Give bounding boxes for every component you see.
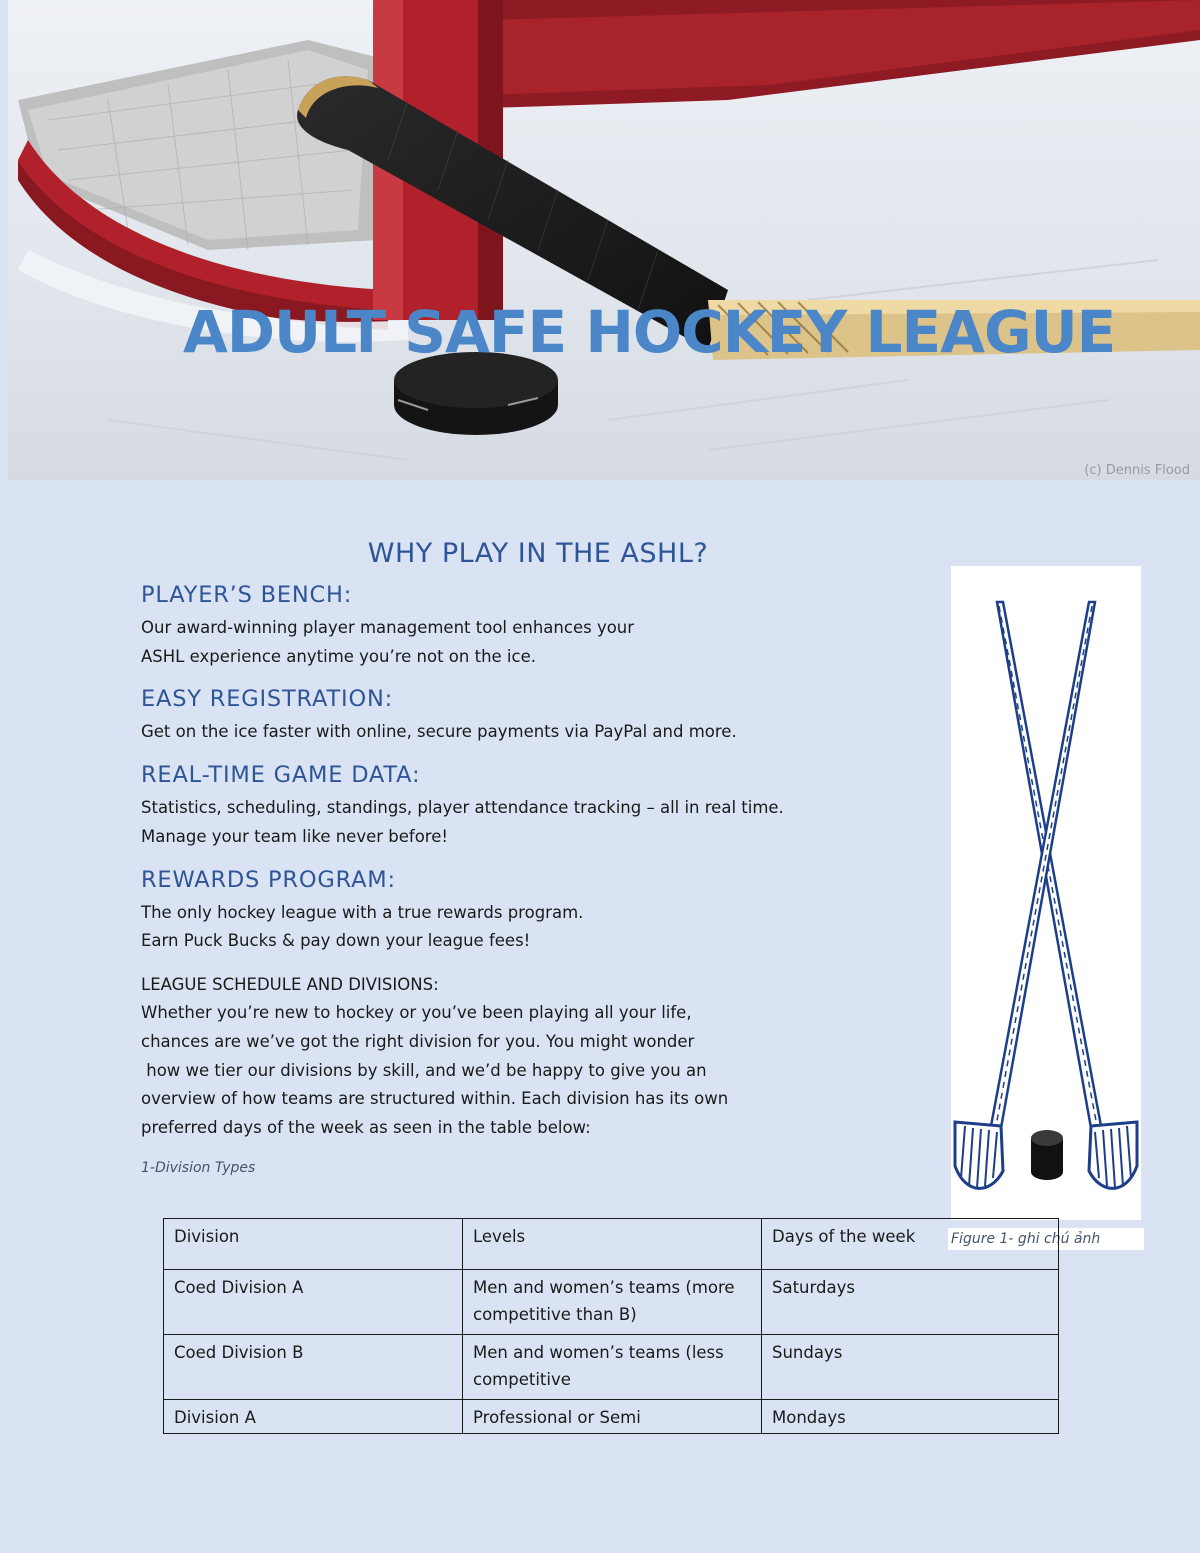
body-line: The only hockey league with a true rewards program. bbox=[141, 903, 584, 922]
table-header-cell: Division bbox=[164, 1219, 463, 1270]
table-header-cell: Days of the week bbox=[762, 1219, 1059, 1270]
table-caption: 1-Division Types bbox=[141, 1160, 256, 1176]
body-line: Manage your team like never before! bbox=[141, 827, 448, 846]
table-cell: Coed Division B bbox=[164, 1335, 463, 1400]
body-line: chances are we’ve got the right division for you. You might wonder bbox=[141, 1032, 695, 1051]
table-header-cell: Levels bbox=[463, 1219, 762, 1270]
table-cell: Professional or Semi bbox=[463, 1400, 762, 1434]
figure-caption: Figure 1- ghi chú ảnh bbox=[948, 1228, 1144, 1250]
body-line: Statistics, scheduling, standings, player attendance tracking – all in real time. bbox=[141, 798, 784, 817]
table-cell: Mondays bbox=[762, 1400, 1059, 1434]
section-title-easy-registration: EASY REGISTRATION: bbox=[141, 686, 394, 712]
hero-title: ADULT SAFE HOCKEY LEAGUE bbox=[183, 298, 1116, 366]
section-title-real-time-game-data: REAL-TIME GAME DATA: bbox=[141, 762, 421, 788]
body-line: preferred days of the week as seen in the table below: bbox=[141, 1118, 591, 1137]
hockey-net-stick-puck-photo bbox=[8, 0, 1200, 480]
table-cell: Coed Division A bbox=[164, 1270, 463, 1335]
table-cell: Division A bbox=[164, 1400, 463, 1434]
section-title-rewards-program: REWARDS PROGRAM: bbox=[141, 867, 396, 893]
table-row bbox=[164, 1270, 1059, 1335]
division-table bbox=[163, 1218, 1059, 1434]
photo-credit: (c) Dennis Flood bbox=[1084, 463, 1190, 478]
table-row bbox=[164, 1335, 1059, 1400]
hero-banner bbox=[8, 0, 1200, 480]
table-cell: Sundays bbox=[762, 1335, 1059, 1400]
table-header-row bbox=[164, 1219, 1059, 1270]
section-title-league-schedule: LEAGUE SCHEDULE AND DIVISIONS: bbox=[141, 975, 439, 994]
body-line: Earn Puck Bucks & pay down your league fees! bbox=[141, 931, 531, 950]
crossed-hockey-sticks-icon bbox=[951, 566, 1141, 1220]
main-heading: WHY PLAY IN THE ASHL? bbox=[367, 538, 709, 569]
table-row bbox=[164, 1400, 1059, 1434]
crossed-sticks-image bbox=[951, 566, 1141, 1220]
body-line: ASHL experience anytime you’re not on the ice. bbox=[141, 647, 536, 666]
body-line: how we tier our divisions by skill, and we’d be happy to give you an bbox=[141, 1061, 707, 1080]
section-title-players-bench: PLAYER’S BENCH: bbox=[141, 582, 353, 608]
body-line: Our award-winning player management tool enhances your bbox=[141, 618, 635, 637]
table-cell: Saturdays bbox=[762, 1270, 1059, 1335]
body-line: overview of how teams are structured within. Each division has its own bbox=[141, 1089, 729, 1108]
body-line: Get on the ice faster with online, secure payments via PayPal and more. bbox=[141, 722, 737, 741]
table-cell: Men and women’s teams (more competitive than B) bbox=[463, 1270, 762, 1335]
body-line: Whether you’re new to hockey or you’ve been playing all your life, bbox=[141, 1003, 692, 1022]
table-cell: Men and women’s teams (less competitive bbox=[463, 1335, 762, 1400]
